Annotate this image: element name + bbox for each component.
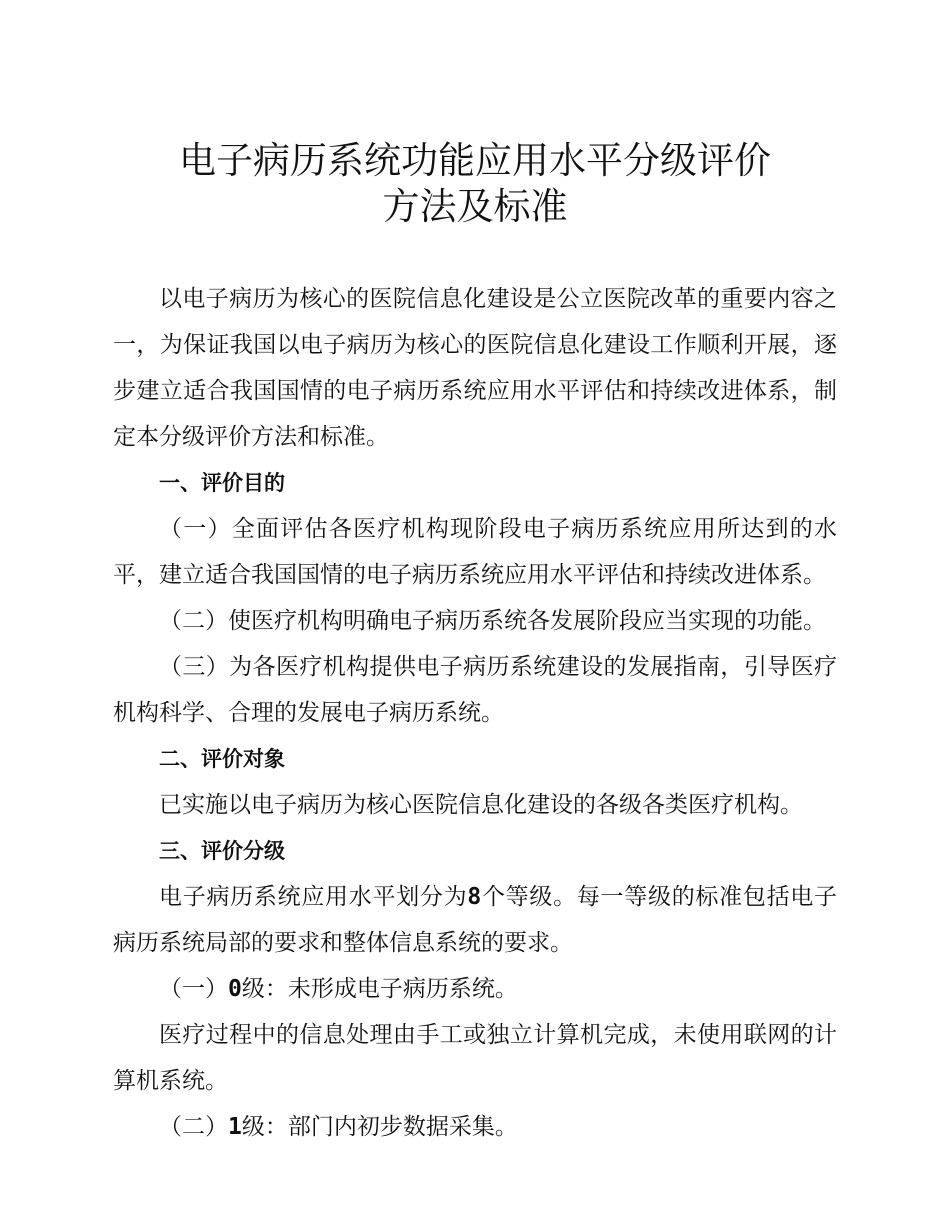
section-heading-target: 二、评价对象 — [159, 747, 285, 771]
level-1-heading — [113, 1104, 837, 1150]
levels-count: 8 — [467, 884, 482, 910]
level-0-description: 医疗过程中的信息处理由手工或独立计算机完成，未使用联网的计算机系统。 — [113, 1022, 837, 1094]
level-0-number: 0 — [228, 976, 242, 1002]
section-heading-purpose: 一、评价目的 — [159, 471, 285, 495]
purpose-item-2: （二）使医疗机构明确电子病历系统各发展阶段应当实现的功能。 — [159, 608, 826, 634]
levels-intro-pre: 电子病历系统应用水平划分为 — [159, 884, 468, 910]
document-body — [113, 276, 837, 1150]
level-0-prefix: （一） — [159, 976, 228, 1002]
intro-paragraph: 以电子病历为核心的医院信息化建设是公立医院改革的重要内容之一，为保证我国以电子病历为核心的医院信息化建设工作顺利开展，逐步建立适合我国国情的电子病历系统应用水平评估和持续改进体系，制定本分级评价方法和标准。 — [113, 286, 837, 450]
levels-intro-paragraph — [113, 874, 837, 966]
purpose-item-3: （三）为各医疗机构提供电子病历系统建设的发展指南，引导医疗机构科学、合理的发展电子病历系统。 — [113, 654, 837, 726]
document-title-line-2: 方法及标准 — [382, 185, 568, 228]
level-0-heading — [113, 966, 837, 1012]
level-0-text: 级：未形成电子病历系统。 — [241, 976, 518, 1002]
levels-intro-post: 个等级。每一等级的标准包括电子病历系统局部的要求和整体信息系统的要求。 — [113, 884, 838, 956]
level-1-prefix: （二） — [159, 1114, 228, 1140]
level-1-text: 级：部门内初步数据采集。 — [241, 1114, 518, 1140]
section-heading-levels: 三、评价分级 — [159, 839, 285, 863]
purpose-item-1: （一）全面评估各医疗机构现阶段电子病历系统应用所达到的水平，建立适合我国国情的电子病历系统应用水平评估和持续改进体系。 — [113, 516, 837, 588]
document-title-line-1: 电子病历系统功能应用水平分级评价 — [179, 139, 771, 182]
level-1-number: 1 — [228, 1114, 242, 1140]
target-paragraph: 已实施以电子病历为核心医院信息化建设的各级各类医疗机构。 — [159, 792, 803, 818]
